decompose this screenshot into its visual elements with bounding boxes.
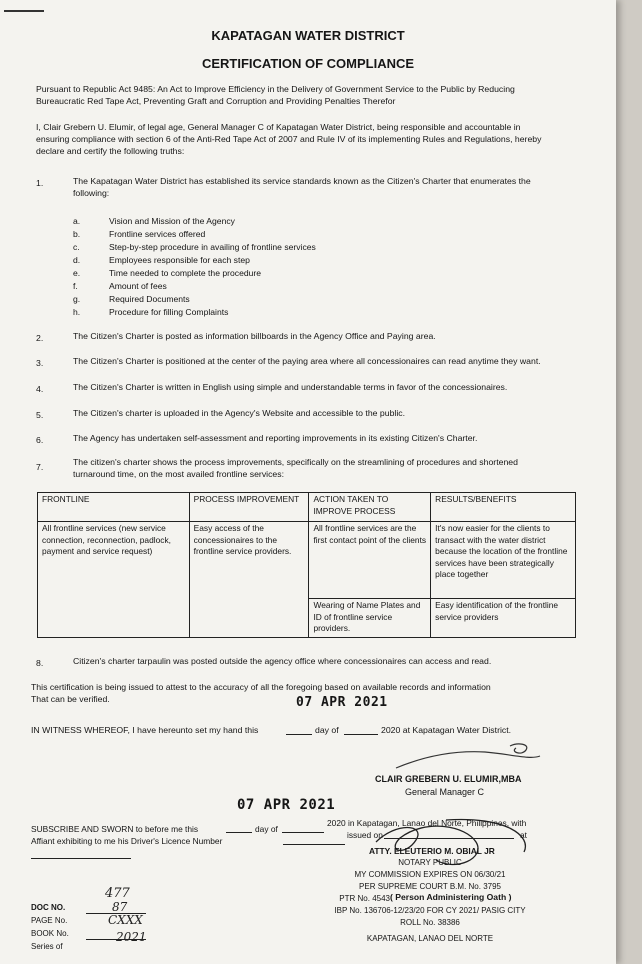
notary-date-stamp: 07 APR 2021 [237, 797, 336, 813]
notary-line: KAPATAGAN, LANAO DEL NORTE [366, 934, 494, 943]
action-cell: All frontline services are the first contact point of the clients [309, 522, 431, 599]
item-number: 4. [36, 384, 44, 394]
witness-text-a: IN WITNESS WHEREOF, I have hereunto set my hand this [31, 725, 259, 735]
intro-line-1: I, Clair Grebern U. Elumir, of legal age, General Manager C of Kapatagan Water District, being responsible and accountable in [36, 122, 521, 132]
sublist-text: Vision and Mission of the Agency [109, 216, 235, 226]
blank-day-line [226, 832, 252, 833]
sworn-text-b: day of [255, 824, 278, 834]
item-text: following: [73, 188, 110, 198]
manager-signature [390, 740, 550, 776]
sublist-letter: g. [73, 294, 81, 304]
document-title: CERTIFICATION OF COMPLIANCE [201, 56, 415, 71]
notary-line: PTR No. 4543 [339, 894, 390, 903]
item-number: 1. [36, 178, 44, 188]
sworn-text-f: at [520, 830, 527, 840]
item-text: The Kapatagan Water District has established its service standards known as the Citizen's Charter that enumerates the [73, 176, 531, 186]
action-cell: Wearing of Name Plates and ID of frontline service providers. [309, 599, 431, 638]
notary-line: ROLL No. 38386 [400, 918, 460, 927]
item-text: The Citizen's Charter is positioned at the center of the paying area where all concessionaires can read anytime they want. [73, 356, 541, 366]
column-header: FRONTLINE [38, 493, 190, 522]
organization-title: KAPATAGAN WATER DISTRICT [211, 28, 405, 43]
docket-line [86, 939, 146, 940]
page-no-value: 87 [112, 900, 128, 914]
frontline-services-table [37, 492, 576, 638]
person-administering-oath: ( Person Administering Oath ) [390, 892, 512, 902]
blank-month-line [282, 832, 324, 833]
blank-day-line [286, 734, 312, 735]
sublist-letter: c. [73, 242, 80, 252]
sublist-text: Procedure for filling Complaints [109, 307, 229, 317]
item-number: 6. [36, 435, 44, 445]
sublist-letter: b. [73, 229, 81, 239]
sublist-text: Amount of fees [109, 281, 167, 291]
certification-line-2: That can be verified. [31, 694, 110, 704]
item-text: The Agency has undertaken self-assessment and reporting improvements in its existing Citizen's Charter. [73, 433, 478, 443]
preamble-line-1: Pursuant to Republic Act 9485: An Act to Improve Efficiency in the Delivery of Government Service to the Public by Reducing [36, 84, 515, 94]
item-text: Citizen's charter tarpaulin was posted outside the agency office where concessionaires can access and read. [73, 656, 492, 666]
sublist-letter: d. [73, 255, 81, 265]
series-value: 2021 [116, 930, 147, 944]
page-no-label: PAGE No. [31, 916, 68, 925]
sublist-text: Frontline services offered [109, 229, 206, 239]
table-row [38, 522, 576, 599]
doc-no-value: 477 [105, 886, 130, 901]
book-no-label: BOOK No. [31, 929, 69, 938]
column-header: RESULTS/BENEFITS [431, 493, 576, 522]
column-header: PROCESS IMPROVEMENT [189, 493, 309, 522]
process-improvement-cell: Easy access of the concessionaires to the frontline service providers. [189, 522, 309, 638]
sublist-letter: f. [73, 281, 78, 291]
witness-text-c: 2020 at Kapatagan Water District. [381, 725, 512, 735]
column-header: ACTION TAKEN TO IMPROVE PROCESS [309, 493, 431, 522]
blank-month-line [344, 734, 378, 735]
signatory-name: CLAIR GREBERN U. ELUMIR,MBA [375, 774, 522, 784]
item-number: 8. [36, 658, 44, 668]
blank-signature-line [31, 858, 131, 859]
table-header-row [38, 493, 576, 522]
notary-name: ATTY. ELEUTERIO M. OBIAL JR [369, 846, 495, 856]
top-left-mark [4, 10, 44, 12]
sublist-text: Required Documents [109, 294, 190, 304]
notary-line: MY COMMISSION EXPIRES ON 06/30/21 [354, 870, 506, 879]
intro-line-3: declare and certify the following truths: [36, 146, 185, 156]
item-text: turnaround time, on the most availed frontline services: [73, 469, 285, 479]
certification-line-1: This certification is being issued to attest to the accuracy of all the foregoing based on available records and information [31, 682, 491, 692]
date-stamp: 07 APR 2021 [296, 695, 388, 710]
witness-text-b: day of [315, 725, 339, 735]
book-no-value: CXXX [108, 913, 143, 927]
item-text: The Citizen's charter is uploaded in the Agency's Website and accessible to the public. [73, 408, 406, 418]
item-text: The Citizen's Charter is written in English using simple and understandable terms in favor of the concessionaires. [73, 382, 508, 392]
sworn-text-d: Affiant exhibiting to me his Driver's Licence Number [31, 836, 223, 846]
sworn-text-a: SUBSCRIBE AND SWORN to before me this [31, 824, 199, 834]
sublist-text: Step-by-step procedure in availing of frontline services [109, 242, 316, 252]
series-label: Series of [31, 942, 63, 951]
item-number: 2. [36, 333, 44, 343]
blank-licence-line [283, 844, 345, 845]
item-number: 3. [36, 358, 44, 368]
doc-no-label: DOC NO. [31, 903, 66, 912]
sublist-text: Time needed to complete the procedure [109, 268, 262, 278]
item-number: 7. [36, 462, 44, 472]
docket-line [86, 913, 146, 914]
sublist-letter: h. [73, 307, 81, 317]
sublist-text: Employees responsible for each step [109, 255, 250, 265]
signatory-title: General Manager C [405, 787, 485, 797]
notary-line: PER SUPREME COURT B.M. No. 3795 [359, 882, 501, 891]
frontline-cell: All frontline services (new service connection, reconnection, padlock, payment and service request) [38, 522, 190, 638]
sworn-text-c: 2020 in Kapatagan, Lanao del Norte, Philippines, with [327, 818, 527, 828]
intro-line-2: ensuring compliance with section 6 of the Anti-Red Tape Act of 2007 and Rule IV of its implementing Rules and Regulations, hereby [36, 134, 542, 144]
result-cell: It's now easier for the clients to transact with the water district because the location of the frontline services have been strategically place together [431, 522, 576, 599]
item-number: 5. [36, 410, 44, 420]
item-text: The Citizen's Charter is posted as information billboards in the Agency Office and Paying area. [73, 331, 436, 341]
item-text: The citizen's charter shows the process improvements, specifically on the streamlining of procedures and shortened [73, 457, 518, 467]
notary-line: NOTARY PUBLIC [398, 858, 462, 867]
sublist-letter: e. [73, 268, 81, 278]
notary-line: IBP No. 136706-12/23/20 FOR CY 2021/ PASIG CITY [334, 906, 526, 915]
preamble-line-2: Bureaucratic Red Tape Act, Preventing Graft and Corruption and Providing Penalties Therefor [36, 96, 396, 106]
sworn-text-e: issued on [347, 830, 383, 840]
result-cell: Easy identification of the frontline service providers [431, 599, 576, 638]
sublist-letter: a. [73, 216, 81, 226]
